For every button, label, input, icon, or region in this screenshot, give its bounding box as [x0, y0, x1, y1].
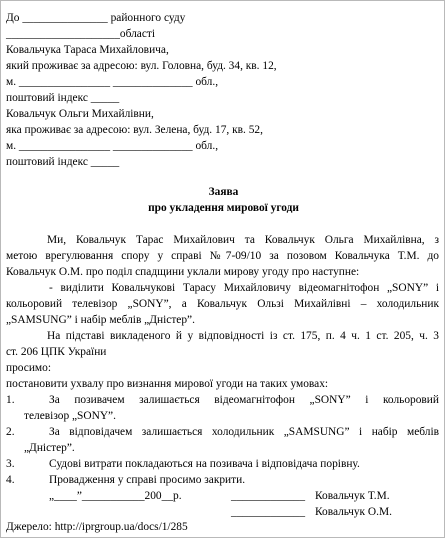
signature-date: „____”___________200__р.: [49, 490, 182, 502]
plaintiff-name: Ковальчука Тараса Михайловича,: [6, 44, 169, 56]
paragraph-3-line-1: На підставі викладеного й у відповідності із ст. 175, п. 4 ч. 1 ст. 205, ч. 3: [47, 330, 439, 342]
document-title: Заява: [208, 186, 239, 198]
signature-name-2: Ковальчук О.М.: [315, 506, 392, 518]
item-4-text: Провадження у справі просимо закрити.: [49, 474, 246, 486]
item-2-number: 2.: [6, 426, 15, 438]
item-1-line-2: телевізор „SONY”.: [24, 410, 116, 422]
court-address-line: До _______________ районного суду: [6, 12, 186, 24]
request-intro: постановити ухвалу про визнання мирової угоди на таких умовах:: [6, 378, 329, 390]
defendant-postcode: поштовий індекс _____: [6, 156, 120, 168]
document-subtitle: про укладення мирової угоди: [148, 202, 299, 214]
paragraph-1-line-1: Ми, Ковальчук Тарас Михайлович та Ковальчук Ольга Михайлівна, з: [47, 234, 439, 246]
item-4-number: 4.: [6, 474, 15, 486]
source-note: Джерело: http://iprgroup.ua/docs/1/285: [6, 521, 188, 533]
paragraph-2-line-2: кольоровий телевізор „SONY”, а Ковальчук Ользі Михайлівні – холодильник: [6, 298, 439, 310]
plaintiff-address: який проживає за адресою: вул. Головна, буд. 34, кв. 12,: [6, 60, 277, 72]
plaintiff-city: м. ________________ ______________ обл.,: [6, 76, 219, 88]
signature-name-1: Ковальчук Т.М.: [315, 490, 390, 502]
defendant-name: Ковальчук Ольги Михайлівни,: [6, 108, 154, 120]
paragraph-1-line-3: Ковальчук О.М. про поділ спадщини уклали мирову угоду про наступне:: [6, 266, 360, 278]
item-1-number: 1.: [6, 394, 15, 406]
plaintiff-postcode: поштовий індекс _____: [6, 92, 120, 104]
defendant-city: м. ________________ ______________ обл.,: [6, 140, 219, 152]
item-2-line-2: „Дністер”.: [24, 442, 75, 454]
request-word: просимо:: [6, 362, 51, 374]
signature-line-2: _____________: [231, 506, 306, 518]
defendant-address: яка проживає за адресою: вул. Зелена, буд. 17, кв. 52,: [6, 124, 263, 136]
signature-line-1: _____________: [231, 490, 306, 502]
paragraph-2-line-1: - виділити Ковальчукові Тарасу Михайловичу відеомагнітофон „SONY” і: [49, 282, 439, 294]
item-3-number: 3.: [6, 458, 15, 470]
region-line: ____________________області: [6, 28, 156, 40]
paragraph-3-line-2: ст. 206 ЦПК України: [6, 346, 107, 358]
item-1-line-1: За позивачем залишається відеомагнітофон „SONY” і кольоровий: [49, 394, 439, 406]
item-2-line-1: За відповідачем залишається холодильник „SAMSUNG” і набір меблів: [49, 426, 439, 438]
paragraph-1-line-2: метою врегулювання спору у справі №7-09/10 за позовом Ковальчука Т.М. до: [6, 250, 439, 262]
item-3-text: Судові витрати покладаються на позивача і відповідача порівну.: [49, 458, 360, 470]
paragraph-2-line-3: „SAMSUNG” і набір меблів „Дністер”.: [6, 314, 195, 326]
